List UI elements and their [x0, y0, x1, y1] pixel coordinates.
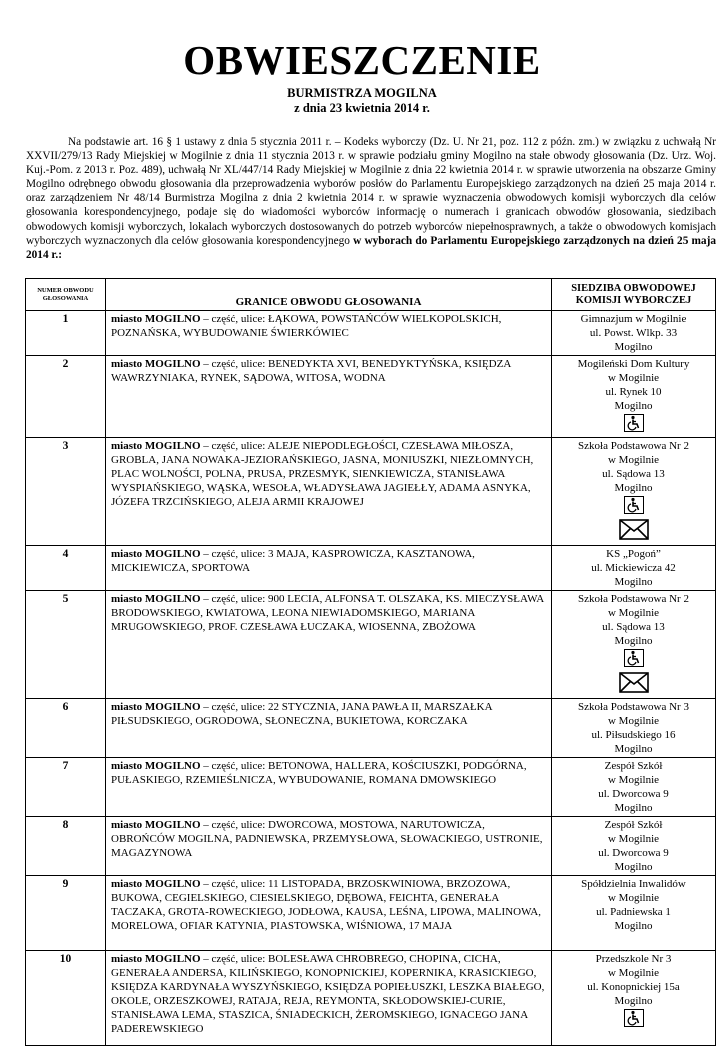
seat-line: Przedszkole Nr 3: [595, 953, 672, 965]
seat-line: ul. Mickiewicza 42: [591, 562, 676, 574]
district-borders: [106, 699, 552, 758]
district-borders: [106, 758, 552, 817]
districts-table: [25, 278, 716, 1046]
district-number: 8: [26, 817, 106, 876]
district-seat: [552, 356, 716, 438]
district-seat: [552, 817, 716, 876]
wheelchair-icon: [624, 496, 644, 514]
table-row: [26, 438, 716, 546]
district-number: 7: [26, 758, 106, 817]
table-row: [26, 951, 716, 1046]
district-seat: [552, 311, 716, 356]
seat-line: ul. Konopnickiej 15a: [587, 981, 680, 993]
district-number: 10: [26, 951, 106, 1046]
document-issuer: BURMISTRZA MOGILNA: [287, 86, 437, 100]
seat-line: ul. Dworcowa 9: [598, 847, 669, 859]
district-borders: [106, 951, 552, 1046]
intro-text: Na podstawie art. 16 § 1 ustawy z dnia 5 stycznia 2011 r. – Kodeks wyborczy (Dz. U. Nr 21, poz. 112 z późn. zm.) w związku z uchwałą Nr XXVII/279/13 Rady Miejskiej w Mogilnie z dnia 11 stycznia 2013 r. w sprawie podziału gminy Mogilno na stałe obwody głosowania (Dz. Urz. Woj. Kuj.-Pom. z 2013 r. Poz. 489), uchwałą Nr XL/447/14 Rady Miejskiej w Mogilnie z dnia 22 kwietnia 2014 r. w sprawie utworzenia na obszarze Gminy Mogilno odrębnego obwodu głosowania dla przeprowadzenia wyborów posłów do Parlamentu Europejskiego zarządzonych na dzień 25 maja 2014 r. oraz zarządzeniem Nr 48/14 Burmistrza Mogilna z dnia 2 kwietnia 2014 r. w sprawie wyznaczenia obwodowych komisji wyborczych dla celów głosowania korespondencyjnego, podaje się do wiadomości wyborców informację o numerach i granicach obwodów głosowania, siedzibach obwodowych komisji wyborczych, lokalach wyborczych dostosowanych do potrzeb wyborców niepełnosprawnych, a także o obwodowych komisjach wyborczych wyznaczonych dla celów głosowania korespondencyjnego: [26, 136, 716, 247]
intro-end-text: :: [58, 248, 62, 261]
district-seat: [552, 591, 716, 699]
district-number: 2: [26, 356, 106, 438]
district-place: miasto MOGILNO: [111, 953, 201, 965]
district-seat: [552, 876, 716, 951]
seat-line: Mogilno: [614, 802, 653, 814]
district-seat: [552, 758, 716, 817]
seat-line: KS „Pogoń”: [606, 548, 661, 560]
seat-line: Szkoła Podstawowa Nr 3: [578, 701, 689, 713]
seat-line: w Mogilnie: [607, 454, 660, 466]
table-row: [26, 876, 716, 951]
intro-bold-text: w wyborach do Parlamentu Europejskiego zarządzonych na dzień 25 maja 2014 r.: [26, 234, 716, 261]
seat-line: Zespół Szkół: [604, 819, 663, 831]
intro-paragraph: [26, 135, 716, 262]
district-borders: [106, 591, 552, 699]
table-row: [26, 758, 716, 817]
seat-line: Mogileński Dom Kultury: [577, 358, 690, 370]
seat-line: ul. Sądowa 13: [602, 468, 665, 480]
district-place: miasto MOGILNO: [111, 313, 201, 325]
district-borders: [106, 356, 552, 438]
seat-line: w Mogilnie: [607, 774, 660, 786]
seat-line: Mogilno: [614, 635, 653, 647]
district-borders: [106, 438, 552, 546]
district-streets: – część, ulice: 900 LECIA, ALFONSA T. OLSZAKA, KS. MIECZYSŁAWA BRODOWSKIEGO, KWIATOWA, LEONA NIEWIADOMSKIEGO, MARIANA MRUGOWSKIEGO, PROF. CZESŁAWA ŁUCZAKA, WIOSENNA, ZBOŻOWA: [111, 593, 544, 633]
seat-line: Mogilno: [614, 341, 653, 353]
district-number: 3: [26, 438, 106, 546]
seat-line: w Mogilnie: [607, 967, 660, 979]
district-place: miasto MOGILNO: [111, 760, 201, 772]
seat-line: Spółdzielnia Inwalidów: [581, 878, 686, 890]
district-place: miasto MOGILNO: [111, 440, 201, 452]
seat-line: ul. Dworcowa 9: [598, 788, 669, 800]
document-date: z dnia 23 kwietnia 2014 r.: [294, 101, 430, 115]
district-number: 1: [26, 311, 106, 356]
seat-line: Mogilno: [614, 576, 653, 588]
seat-line: Mogilno: [614, 482, 653, 494]
seat-line: ul. Powst. Wlkp. 33: [589, 327, 678, 339]
district-streets: – część, ulice: 3 MAJA, KASPROWICZA, KASZTANOWA, MICKIEWICZA, SPORTOWA: [111, 548, 475, 574]
header-seat: SIEDZIBA OBWODOWEJ KOMISJI WYBORCZEJ: [552, 279, 716, 311]
district-streets: – część, ulice: BETONOWA, HALLERA, KOŚCIUSZKI, PODGÓRNA, PUŁASKIEGO, RZEMIEŚLNICZA, WYBUDOWANIE, ROMANA DMOWSKIEGO: [111, 760, 527, 786]
district-streets: – część, ulice: BOLESŁAWA CHROBREGO, CHOPINA, CICHA, GENERAŁA ANDERSA, KILIŃSKIEGO, KONOPNICKIEJ, KOPERNIKA, KRASICKIEGO, KSIĘDZA KARDYNAŁA WYSZYŃSKIEGO, KSIĘDZA POPIEŁUSZKI, LESZKA BIAŁEGO, OKOLE, ORZESZKOWEJ, RATAJA, REJA, REYMONTA, SKŁODOWSKIEJ-CURIE, STANISŁAWA LEMA, STASZICA, ŚNIADECKICH, ŻEROMSKIEGO, IGNACEGO JANA PADEREWSKIEGO: [111, 953, 545, 1035]
district-seat: [552, 699, 716, 758]
district-number: 6: [26, 699, 106, 758]
table-row: [26, 311, 716, 356]
district-streets: – część, ulice: BENEDYKTA XVI, BENEDYKTYŃSKA, KSIĘDZA WAWRZYNIAKA, RYNEK, SĄDOWA, WITOSA, WODNA: [111, 358, 511, 384]
district-borders: [106, 876, 552, 951]
wheelchair-icon: [624, 414, 644, 432]
district-place: miasto MOGILNO: [111, 548, 201, 560]
seat-line: w Mogilnie: [607, 833, 660, 845]
district-streets: – część, ulice: 11 LISTOPADA, BRZOSKWINIOWA, BRZOZOWA, BUKOWA, CEGIELSKIEGO, CIESIELSKIEGO, DĘBOWA, FEICHTA, GENERAŁA TACZAKA, GROTA-ROWECKIEGO, JODŁOWA, KAUSA, LEŚNA, LIPOWA, MALINOWA, MORELOWA, OFIAR KATYNIA, PIASTOWSKA, WIŚNIOWA, 17 MAJA: [111, 878, 541, 932]
district-streets: – część, ulice: 22 STYCZNIA, JANA PAWŁA II, MARSZAŁKA PIŁSUDSKIEGO, OGRODOWA, SŁONECZNA, BUKIETOWA, KORCZAKA: [111, 701, 492, 727]
seat-line: Mogilno: [614, 400, 653, 412]
district-seat: [552, 546, 716, 591]
seat-line: ul. Sądowa 13: [602, 621, 665, 633]
district-place: miasto MOGILNO: [111, 819, 201, 831]
wheelchair-icon: [624, 1009, 644, 1027]
seat-line: Szkoła Podstawowa Nr 2: [578, 440, 689, 452]
district-streets: – część, ulice: ALEJE NIEPODLEGŁOŚCI, CZESŁAWA MIŁOSZA, GROBLA, JANA NOWAKA-JEZIORAŃSKIEGO, JASNA, MONIUSZKI, NIEZŁOMNYCH, PLAC WOLNOŚCI, POLNA, PRUSA, PRZESMYK, SIENKIEWICZA, STANISŁAWA WYSPIAŃSKIEGO, WĄSKA, WESOŁA, WŁADYSŁAWA JAGIEŁŁY, ADAMA ASNYKA, JÓZEFA TRZCIŃSKIEGO, ALEJA ARMII KRAJOWEJ: [111, 440, 534, 508]
seat-line: ul. Rynek 10: [605, 386, 662, 398]
seat-line: Szkoła Podstawowa Nr 2: [578, 593, 689, 605]
table-row: [26, 546, 716, 591]
header-number: NUMER OBWODU GŁOSOWANIA: [26, 279, 106, 311]
district-number: 9: [26, 876, 106, 951]
seat-line: Zespół Szkół: [604, 760, 663, 772]
table-row: [26, 591, 716, 699]
seat-line: w Mogilnie: [607, 607, 660, 619]
seat-line: w Mogilnie: [607, 892, 660, 904]
district-seat: [552, 438, 716, 546]
seat-line: w Mogilnie: [607, 372, 660, 384]
district-place: miasto MOGILNO: [111, 358, 201, 370]
seat-line: ul. Piłsudskiego 16: [591, 729, 676, 741]
document-title: OBWIESZCZENIE: [183, 37, 541, 83]
district-borders: [106, 546, 552, 591]
district-place: miasto MOGILNO: [111, 701, 201, 713]
district-seat: [552, 951, 716, 1046]
district-place: miasto MOGILNO: [111, 878, 201, 890]
table-header-row: [26, 279, 716, 311]
seat-line: Mogilno: [614, 743, 653, 755]
seat-line: Mogilno: [614, 995, 653, 1007]
envelope-icon: [619, 672, 649, 697]
header-borders: GRANICE OBWODU GŁOSOWANIA: [106, 279, 552, 311]
seat-line: ul. Padniewska 1: [596, 906, 671, 918]
seat-line: Mogilno: [614, 920, 653, 932]
wheelchair-icon: [624, 649, 644, 667]
district-borders: [106, 311, 552, 356]
district-borders: [106, 817, 552, 876]
district-streets: – część, ulice: ŁĄKOWA, POWSTAŃCÓW WIELKOPOLSKICH, POZNAŃSKA, WYBUDOWANIE ŚWIERKÓWIEC: [111, 313, 502, 339]
district-number: 5: [26, 591, 106, 699]
district-number: 4: [26, 546, 106, 591]
table-row: [26, 699, 716, 758]
table-row: [26, 817, 716, 876]
seat-line: w Mogilnie: [607, 715, 660, 727]
table-body: [26, 311, 716, 1046]
table-row: [26, 356, 716, 438]
seat-line: Gimnazjum w Mogilnie: [580, 313, 687, 325]
seat-line: Mogilno: [614, 861, 653, 873]
district-place: miasto MOGILNO: [111, 593, 201, 605]
envelope-icon: [619, 519, 649, 544]
district-streets: – część, ulice: DWORCOWA, MOSTOWA, NARUTOWICZA, OBROŃCÓW MOGILNA, PADNIEWSKA, PRZEMYSŁOWA, SŁOWACKIEGO, USTRONIE, MAGAZYNOWA: [111, 819, 543, 859]
